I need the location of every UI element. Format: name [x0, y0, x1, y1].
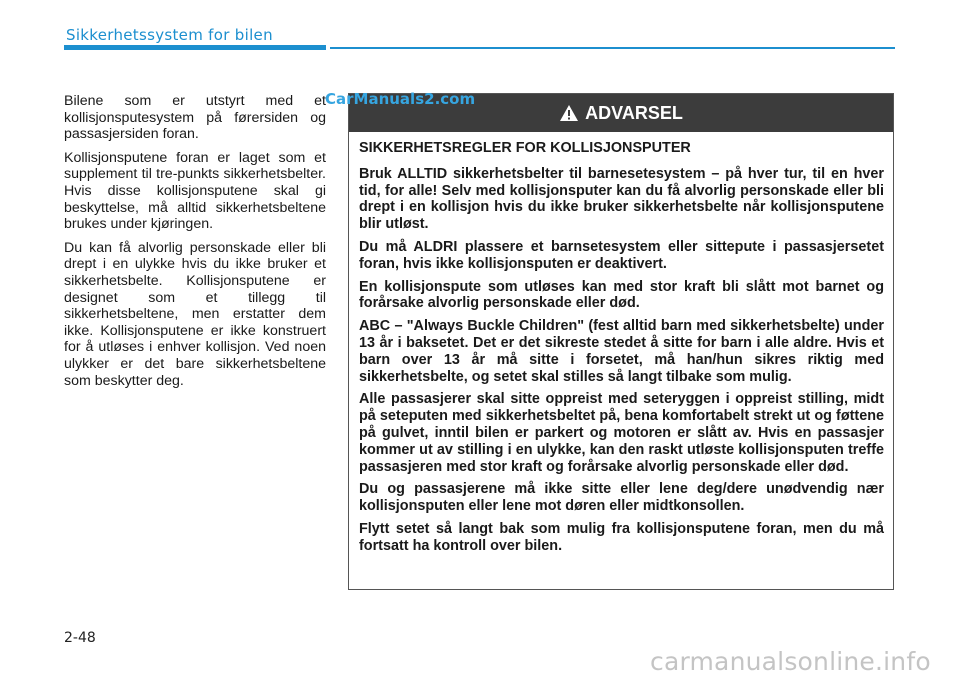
- warning-paragraph: ABC – "Always Buckle Children" (fest alltid barn med sikkerhetsbelte) under 13 år i baksetet. Det er det sikreste stedet å sitte for barn i alle aldre. Hvis et barn over 13 år må sitte i forsetet, må han/hun sikres riktig med sikkerhetsbelte, og setet skal stilles så langt tilbake som mulig.: [359, 318, 884, 385]
- watermark-link-top[interactable]: CarManuals2.com: [325, 90, 476, 108]
- warning-box: [348, 93, 894, 590]
- warning-paragraph: Bruk ALLTID sikkerhetsbelter til barnesetesystem – på hver tur, til en hver tid, for alle! Selv med kollisjonsputer kan du få alvorlig personskade eller bli drept i en kollisjon hvis du ikke bruker sikkerhetsbelte når kollisjonsputene blir utløst.: [359, 165, 884, 233]
- body-paragraph: Bilene som er utstyrt med et kollisjonsputesystem på førersiden og passasjersiden foran.: [64, 93, 326, 143]
- warning-title: SIKKERHETSREGLER FOR KOLLISJONSPUTER: [359, 140, 691, 156]
- body-paragraph: Du kan få alvorlig personskade eller bli drept i en ulykke hvis du ikke bruker et sikkerhetsbelte. Kollisjonsputene er designet som et tillegg til sikkerhetsbeltene, men erstatter dem ikke. Kollisjonsputene er ikke konstruert for å utløses i enhver kollisjon. Ved noen ulykker er det bare sikkerhetsbeltene som beskytter deg.: [64, 239, 326, 389]
- warning-body: [349, 132, 893, 555]
- body-text-column: [64, 93, 326, 396]
- section-title: Sikkerhetssystem for bilen: [66, 26, 273, 44]
- header-rule-thick: [64, 45, 326, 50]
- warning-paragraph: Flytt setet så langt bak som mulig fra kollisjonsputene foran, men du må fortsatt ha kontroll over bilen.: [359, 520, 884, 554]
- warning-paragraph: En kollisjonspute som utløses kan med stor kraft bli slått mot barnet og forårsake alvorlig personskade eller død.: [359, 278, 884, 312]
- page-number: 2-48: [64, 630, 96, 646]
- body-paragraph: Kollisjonsputene foran er laget som et supplement til tre-punkts sikkerhetsbelter. Hvis disse kollisjonsputene skal gi beskyttelse, må alltid sikkerhetsbeltene brukes under kjøringen.: [64, 149, 326, 233]
- header-rule-thin: [330, 47, 895, 49]
- warning-label: ADVARSEL: [585, 102, 683, 123]
- warning-paragraph: Du og passasjerene må ikke sitte eller lene deg/dere unødvendig nær kollisjonsputen eller lene mot døren eller midtkonsollen.: [359, 481, 884, 515]
- warning-triangle-icon: [559, 104, 579, 122]
- watermark-link-bottom[interactable]: carmanualsonline.info: [650, 647, 931, 676]
- warning-paragraph: Du må ALDRI plassere et barnsetesystem eller sittepute i passasjersetet foran, hvis ikke kollisjonsputen er deaktivert.: [359, 238, 884, 272]
- warning-paragraph: Alle passasjerer skal sitte oppreist med seteryggen i oppreist stilling, midt på seteputen med sikkerhetsbeltet på, bena komfortabelt strekt ut og føttene på gulvet, inntil bilen er parkert og motoren er slått av. Hvis en passasjer kommer ut av stilling i en ulykke, kan den raskt utløste kollisjonsputen treffe passasjeren med stor kraft og forårsake alvorlig personskade eller død.: [359, 391, 884, 475]
